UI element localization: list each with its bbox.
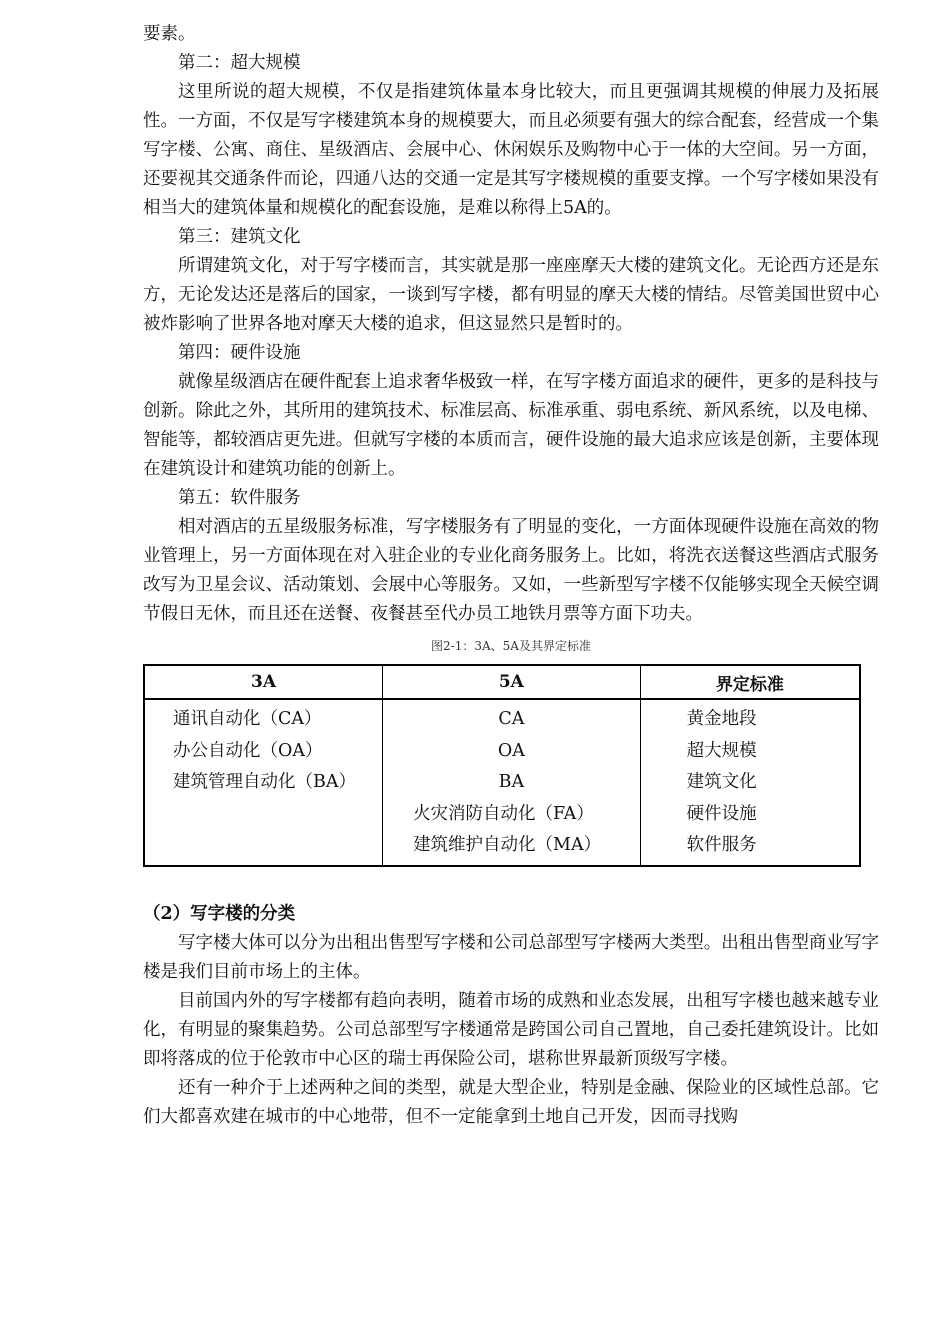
document-page: [143, 20, 879, 1132]
body-paragraph: 写字楼大体可以分为出租出售型写字楼和公司总部型写字楼两大类型。出租出售型商业写字楼是我们目前市场上的主体。: [143, 932, 879, 982]
subheading-culture: 第三：建筑文化: [178, 227, 301, 247]
table-row: [144, 699, 860, 866]
cell-5a: 建筑维护自动化（MA）: [413, 835, 602, 855]
header-5a: 5A: [383, 665, 641, 699]
table-caption: 图2-1：3A、5A及其界定标准: [431, 639, 591, 653]
column-criteria: [640, 699, 860, 866]
cell-3a: 通讯自动化（CA）: [173, 709, 322, 729]
cell-5a: OA: [497, 740, 525, 761]
cell-3a: 办公自动化（OA）: [173, 740, 323, 761]
table-header-row: [144, 665, 860, 699]
column-5a: [383, 699, 641, 866]
cell-5a: CA: [498, 709, 525, 729]
cell-3a: [145, 799, 382, 831]
cell-criteria: 超大规模: [686, 740, 757, 761]
cell-criteria: 硬件设施: [686, 803, 757, 824]
cell-criteria: 软件服务: [686, 835, 757, 855]
cell-3a: 建筑管理自动化（BA）: [173, 772, 356, 792]
cell-3a: [145, 830, 382, 862]
column-3a: [144, 699, 383, 866]
subheading-service: 第五：软件服务: [178, 488, 301, 508]
body-paragraph: 要素。: [143, 24, 196, 44]
cell-5a: 火灾消防自动化（FA）: [413, 803, 594, 824]
header-criteria: 界定标准: [640, 665, 860, 699]
body-paragraph: 目前国内外的写字楼都有趋向表明，随着市场的成熟和业态发展，出租写字楼也越来越专业化，有明显的聚集趋势。公司总部型写字楼通常是跨国公司自己置地，自己委托建筑设计。比如即将落成的位于伦敦市中心区的瑞士再保险公司，堪称世界最新顶级写字楼。: [143, 990, 879, 1069]
standards-table: [143, 664, 861, 867]
body-paragraph: 还有一种介于上述两种之间的类型，就是大型企业，特别是金融、保险业的区域性总部。它们大都喜欢建在城市的中心地带，但不一定能拿到土地自己开发，因而寻找购: [143, 1077, 879, 1127]
header-3a: 3A: [144, 665, 383, 699]
body-paragraph: 相对酒店的五星级服务标准，写字楼服务有了明显的变化，一方面体现硬件设施在高效的物业管理上，另一方面体现在对入驻企业的专业化商务服务上。比如，将洗衣送餐这些酒店式服务改写为卫星会议、活动策划、会展中心等服务。又如，一些新型写字楼不仅能够实现全天候空调节假日无休，而且还在送餐、夜餐甚至代办员工地铁月票等方面下功夫。: [143, 517, 879, 624]
body-paragraph: 这里所说的超大规模，不仅是指建筑体量本身比较大，而且更强调其规模的伸展力及拓展性。一方面，不仅是写字楼建筑本身的规模要大，而且必须要有强大的综合配套，经营成一个集写字楼、公寓、商住、星级酒店、会展中心、休闲娱乐及购物中心于一体的大空间。另一方面，还要视其交通条件而论，四通八达的交通一定是其写字楼规模的重要支撑。一个写字楼如果没有相当大的建筑体量和规模化的配套设施，是难以称得上5A的。: [143, 82, 879, 218]
cell-criteria: 建筑文化: [686, 772, 757, 792]
section-title: （2）写字楼的分类: [143, 903, 296, 924]
body-paragraph: 所谓建筑文化，对于写字楼而言，其实就是那一座座摩天大楼的建筑文化。无论西方还是东方，无论发达还是落后的国家，一谈到写字楼，都有明显的摩天大楼的情结。尽管美国世贸中心被炸影响了世界各地对摩天大楼的追求，但这显然只是暂时的。: [143, 256, 879, 334]
body-paragraph: 就像星级酒店在硬件配套上追求奢华极致一样，在写字楼方面追求的硬件，更多的是科技与创新。除此之外，其所用的建筑技术、标准层高、标准承重、弱电系统、新风系统，以及电梯、智能等，都较酒店更先进。但就写字楼的本质而言，硬件设施的最大追求应该是创新，主要体现在建筑设计和建筑功能的创新上。: [143, 372, 879, 479]
subheading-scale: 第二：超大规模: [178, 53, 301, 73]
subheading-hardware: 第四：硬件设施: [178, 343, 301, 363]
cell-criteria: 黄金地段: [686, 709, 757, 729]
cell-5a: BA: [498, 772, 525, 792]
